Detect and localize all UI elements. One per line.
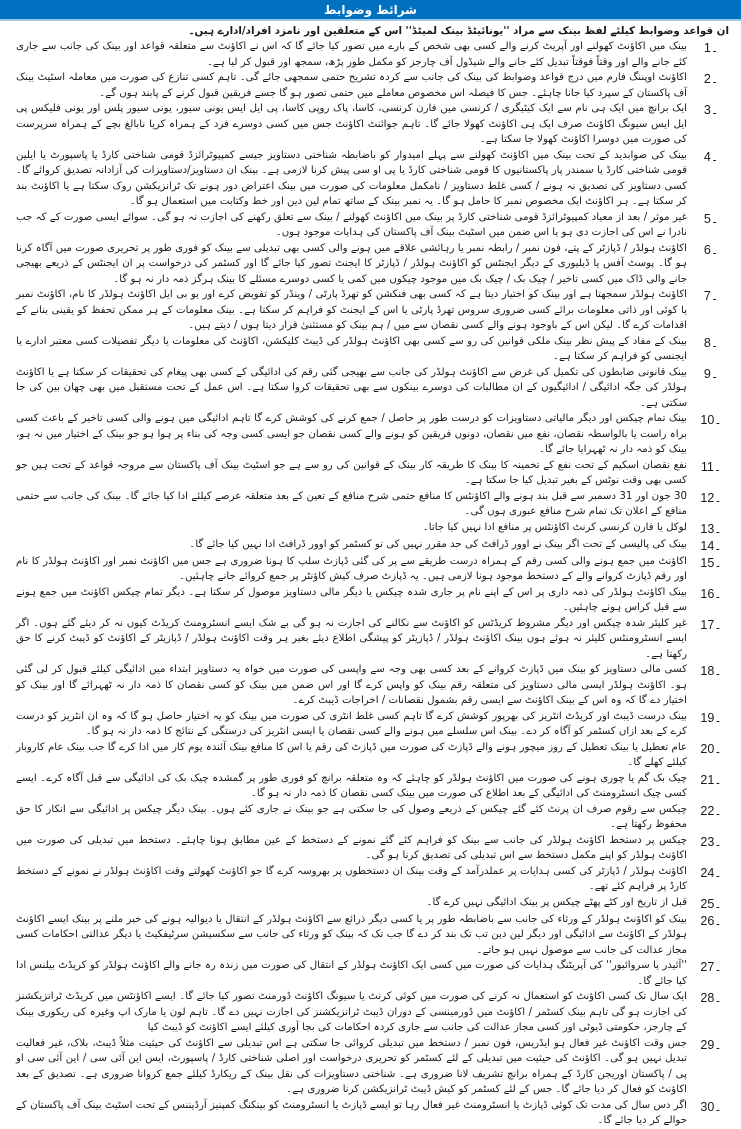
term-number: 26۔ bbox=[700, 913, 722, 928]
page-title: شرائط وضوابط bbox=[324, 2, 417, 17]
term-item bbox=[16, 802, 735, 833]
term-text: ایک سال تک کسی اکاؤنٹ کو استعمال نہ کرنے کی صورت میں کوئی کرنٹ یا سیونگ اکاؤنٹ ڈورمنٹ تصور کیا جائے گا۔ ایسے اکاؤنٹس میں کریڈٹ ٹرانزیکشنز کی اجازت ہو گی تاہم بینک کسٹمر / اکاؤنٹ میں ڈورمینسی کے دوران ڈیبٹ ٹرانزیکشنز کی اجازت نہیں دے گا۔ تاہم لون یا مارک اپ وغیرہ کی ریکوری بینک کے چارجز، حکومتی ڈیوٹی اور کسی مجاز عدالت کی جانب سے جاری کردہ احکامات کی بجا آوری کیلئے ایسے اکاؤنٹ کو ڈیبٹ کیا bbox=[16, 991, 687, 1034]
term-item bbox=[16, 895, 735, 912]
term-text: بینک کے مفاد کے پیش نظر بینک ملکی قوانین کی رو سے کسی بھی اکاؤنٹ ہولڈر کی ڈیبٹ کلیکشن، اکاؤنٹ کی معلومات یا دیگر تفصیلات کسی معتبر ادارے یا ایجنسی کو فراہم کر سکتا ہے۔ bbox=[16, 335, 687, 363]
term-number: 10۔ bbox=[700, 413, 722, 428]
term-text: اگر دس سال کی مدت تک کوئی ڈپازٹ یا انسٹرومنٹ غیر فعال رہا تو ایسے ڈپازٹ یا انسٹرومنٹ کو بینکنگ کمپنیز آرڈیننس کے تحت اسٹیٹ بینک آف پاکستان کے حوالے کر دیا جائے گا۔ bbox=[16, 1099, 687, 1127]
term-item bbox=[16, 365, 735, 412]
term-text: بینک میں اکاؤنٹ کھولنے اور آپریٹ کرنے والے کسی بھی شخص کے بارے میں تصور کیا جائے گا کہ اس نے اکاؤنٹ سے متعلقہ قواعد اور بینک کی جانب سے جاری کئے جانے والے اور وقتاً فوقتاً تبدیل کئے جانے والے شیڈول آف چارجز کو مکمل طور پڑھ، سمجھ اور قبول کر لیا ہے۔ bbox=[16, 41, 687, 68]
term-text: ''آئیدر یا سروائیور'' کی آپریٹنگ ہدایات کی صورت میں کسی ایک اکاؤنٹ ہولڈر کے انتقال کی صورت میں زندہ رہ جانے والے اکاؤنٹ ہولڈر کو کریڈٹ بیلنس ادا کیا جائے گا۔ bbox=[16, 960, 687, 987]
term-number: 12۔ bbox=[700, 490, 722, 505]
term-item bbox=[16, 662, 735, 709]
term-text: بینک درست ڈیبٹ اور کریڈٹ انٹریز کی بھرپور کوشش کرے گا تاہم کسی غلط انٹری کی صورت میں بینک کو یہ اختیار حاصل ہو گا کہ وہ ان انٹریز کو درست کرے کے بعد ازاں کسٹمر کو آگاہ کر دے۔ بینک اس سلسلے میں ہونے والے کسی نقصان یا ایسی انٹریز کی درستگی کے نتائج کا ذمہ دار نہ ہو گا۔ bbox=[16, 710, 687, 738]
term-text: نفع نقصان اسکیم کے تحت نفع کے تخمینہ کا بینک کا طریقہ کار بینک کے قوانین کی رو سے ہے جو اسٹیٹ بینک آف پاکستان سے مروجہ قواعد کے تحت ہیں جو کسی بھی وقت نوٹس کے بغیر تبدیل کیا جا سکتا ہے۔ bbox=[16, 459, 687, 487]
term-text: چیک بک گم یا چوری ہونے کی صورت میں اکاؤنٹ ہولڈر کو چاہئے کہ وہ متعلقہ برانچ کو فوری طور پر گمشدہ چیک بک کی ادائیگی سے قبل آگاہ کرے۔ ایسے کسی چیک انسٹرومنٹ کی ادائیگی کے بعد اطلاع کی صورت میں بینک کسی نقصان کا ذمہ دار نہ ہو گا۔ bbox=[16, 772, 687, 800]
term-text: بینک کی پالیسی کے تحت اگر بینک نے اوور ڈرافٹ کی حد مقرر نہیں کی تو کسٹمر کو اوور ڈرافٹ ادا نہیں کیا جائے گا۔ bbox=[189, 538, 687, 550]
term-item bbox=[16, 210, 735, 241]
term-number: 21۔ bbox=[700, 772, 722, 787]
term-item bbox=[16, 740, 735, 771]
term-number: 9۔ bbox=[703, 366, 719, 381]
term-text: بینک قانونی ضابطوں کی تکمیل کی غرض سے اکاؤنٹ ہولڈر کی جانب سے بھیجی گئی رقم کی ادائیگی کے کسی بھی پیغام کی تحقیقات کر سکتا ہے یا اکاؤنٹ ہولڈر کی جگہ ادائیگی / ادائیگیوں کے ان مطالبات کی دوسرے بینکوں سے بھی تحقیقات کروا سکتا ہے۔ اس عمل کے تحت مستقبل میں بھی چھان بین کی جا سکتی ہے۔ bbox=[16, 366, 687, 409]
term-item bbox=[16, 101, 735, 148]
term-number: 28۔ bbox=[700, 991, 722, 1006]
term-item bbox=[16, 709, 735, 740]
term-text: بینک اکاؤنٹ ہولڈر کی ذمہ داری پر اس کے اپنے نام پر جاری شدہ چیکس یا دیگر مالی دستاویز موصول کر سکتا ہے۔ دیگر تمام چیکس اکاؤنٹ میں جمع ہونے سے قبل کراس ہونے چاہئیں۔ bbox=[16, 586, 687, 614]
term-text: کسی مالی دستاویز کو بینک میں ڈپازٹ کروانے کے بعد کسی بھی وجہ سے واپسی کی صورت میں خواہ یہ دستاویز ابتداء میں ادائیگی کیلئے قبول کر لی گئی ہو۔ اکاؤنٹ ہولڈر ایسی مالی دستاویز کی متعلقہ رقم بینک کو واپس کرے گا اور اس ضمن میں بینک کو کسی نقصان کا ذمہ دار نہ ٹھہرائے گا اور بینک کو اختیار دے گا کہ وہ اس کے بینک اکاؤنٹ سے ایسی رقم بشمول نقصانات / اخراجات ڈیبٹ کرے۔ bbox=[16, 664, 687, 707]
terms-header-bar bbox=[0, 0, 741, 21]
term-text: غیر موثر / بعد از معیاد کمپیوٹرائزڈ قومی شناختی کارڈ پر بینک میں اکاؤنٹ کھولنے / بینک سے تعلق رکھنے کی اجازت نہ ہو گی۔ سوائے ایسی صورت کے کہ جب نادرا نے اس کی اجازت دی ہو یا اس ضمن میں اسٹیٹ بینک آف پاکستان کی ہدایات موجود ہوں۔ bbox=[16, 211, 687, 239]
term-item bbox=[16, 833, 735, 864]
term-number: 2۔ bbox=[703, 72, 719, 87]
term-number: 5۔ bbox=[703, 211, 719, 226]
term-item bbox=[16, 554, 735, 585]
term-number: 17۔ bbox=[700, 617, 722, 632]
term-number: 6۔ bbox=[703, 242, 719, 257]
term-item bbox=[16, 616, 735, 663]
term-number: 7۔ bbox=[703, 289, 719, 304]
term-item bbox=[16, 241, 735, 288]
term-item bbox=[16, 70, 735, 101]
term-text: چیکس پر دستخط اکاؤنٹ ہولڈر کی جانب سے بینک کو فراہم کئے گئے نمونے کے دستخط کے عین مطابق ہونا چاہئے۔ دستخط میں تبدیلی کی صورت میں اکاؤنٹ ہولڈر کو اپنے مکمل دستخط سے اس تبدیلی کی تصدیق کرنا ہو گی۔ bbox=[16, 834, 687, 862]
term-item bbox=[16, 1036, 735, 1098]
term-number: 3۔ bbox=[703, 103, 719, 118]
term-item bbox=[16, 1098, 735, 1129]
term-number: 22۔ bbox=[700, 803, 722, 818]
term-text: چیکس سے رقوم صرف ان پرنٹ کئے گئے چیکس کے ذریعے وصول کی جا سکتی ہے جو بینک نے جاری کئے ہوں۔ بینک دیگر چیکس پر ادائیگی سے انکار کا حق محفوظ رکھتا ہے۔ bbox=[16, 803, 687, 831]
term-item bbox=[16, 912, 735, 959]
term-item bbox=[16, 989, 735, 1036]
term-number: 27۔ bbox=[700, 960, 722, 975]
terms-list bbox=[16, 39, 735, 1129]
term-number: 30۔ bbox=[700, 1099, 722, 1114]
term-text: اکاؤنٹ اوپننگ فارم میں درج قواعد وضوابط کی بینک کی جانب سے کردہ تشریح حتمی سمجھی جائے گی۔ تاہم کسی تنازع کی صورت میں معاملہ اسٹیٹ بینک آف پاکستان کے سپرد کیا جانا چاہئے۔ جس کا فیصلہ اس مخصوص معاملے میں حتمی تصور ہو گا جسے فریقین قبول کرنے کے پابند ہوں گے۔ bbox=[16, 72, 687, 99]
term-text: اکاؤنٹ میں جمع ہونے والی کسی رقم کے ہمراہ درست طریقے سے پر کی گئی ڈپازٹ سلپ کا ہونا ضروری ہے جس میں اکاؤنٹ نمبر اور اکاؤنٹ ہولڈر کا نام اور رقم ڈپازٹ کروانے والے کے دستخط موجود ہونا لازمی ہیں۔ یہ ڈپازٹ صرف کیش کاؤنٹر پر جمع کروائے جانے چاہئیں۔ bbox=[16, 555, 687, 583]
term-text: بینک کو اکاؤنٹ ہولڈر کے ورثاء کی جانب سے باضابطہ طور پر یا کسی دیگر ذرائع سے اکاؤنٹ ہولڈر کے انتقال یا دیوالیہ ہونے کی خبر ملنے پر بینک ایسے اکاؤنٹ ہولڈر کے اکاؤنٹ سے ادائیگی اور دیگر لین دین تب تک بند کر دے گا جب تک کہ بینک کو ورثاء کی جانب سے سکسیشن سرٹیفکیٹ یا دیگر عدالتی احکامات کسی مجاز عدالت کی جانب سے موصول نہیں ہو جاتے۔ bbox=[16, 913, 687, 956]
term-item bbox=[16, 148, 735, 210]
term-text: جس وقت اکاؤنٹ غیر فعال ہو ایڈریس، فون نمبر / دستخط میں تبدیلی کروائی جا سکتی ہے اس تبدیلی سے اکاؤنٹ کی حیثیت مثلاً ڈیبٹ، بلاک، غیر فعالیت تبدیل نہیں ہو گی۔ اکاؤنٹ کی حیثیت میں تبدیلی کے لئے کسٹمر کو تحریری درخواست اور اصلی شناختی کارڈ / پاسپورٹ، ایس این آئی سی / این آئی سی او پی / پاکستان اوریجن کارڈ کے ہمراہ برانچ تشریف لانا ضروری ہے۔ شناختی دستاویزات کی نقل بینک کے ریکارڈ کیلئے جمع کروانا ضروری ہے۔ تصدیق کے بعد اکاؤنٹ کو فعال کر دیا جائے گا۔ جس کے لئے کسٹمر کو کیش ڈیبٹ ٹرانزیکشن کرنا ضروری ہے۔ bbox=[16, 1037, 687, 1096]
term-number: 13۔ bbox=[700, 521, 722, 536]
term-number: 14۔ bbox=[700, 538, 722, 553]
term-text: ایک برانچ میں ایک ہی نام سے ایک کیٹیگری / کرنسی میں فارن کرنسی، کاسا، پاک روپی کاسا، پی ایل ایس یونی سیور، یونی سیور پلس اور یونی فلیکس پی ایل ایس سیونگ اکاؤنٹ صرف ایک ہی اکاؤنٹ کھولا جائے گا۔ تاہم جوائنٹ اکاؤنٹ جس میں کسی دوسرے فرد کے ہمراہ کریا نابالغ بچے کے ہمراہ سرپرست کی صورت میں دوسرا اکاؤنٹ کھولا جا سکتا ہے۔ bbox=[16, 103, 687, 146]
term-text: اکاؤنٹ ہولڈر / ڈپازٹر کے پتے، فون نمبر / رابطہ نمبر یا رہائشی علاقے میں ہونے والی کسی بھی تبدیلی سے بینک کو فوری طور پر تحریری صورت میں آگاہ کرنا ہو گا۔ پوسٹ آفس یا ڈیلیوری کے دیگر ایجنٹس کو اکاؤنٹ ہولڈر / ڈپازٹر کا ایجنٹ تصور کیا جائے گا اور کسٹمر کی درخواست پر ان ایجنٹس کے ذریعے بھیجی جانے والی ڈاک میں کسی تاخیر / چیک بک / چیک بک میں موجود چیکوں میں کمی یا کسی دوسرے مسئلے کا بینک ہرگز ذمہ دار نہ ہو گا۔ bbox=[16, 242, 687, 285]
term-text: بینک تمام چیکس اور دیگر مالیاتی دستاویزات کو درست طور پر حاصل / جمع کرنے کی کوشش کرے گا تاہم ادائیگی میں ہونے والی کسی تاخیر کے باعث کسی براہ راست یا بالواسطہ نقصان، نفع میں نقصان، دونوں فریقین کو ہونے والے کسی نقصان جو ایسی کسی وجہ کی بناء پر ہوا ہو جو بینک کے اختیار میں نہ ہو، بینک کو ذمہ دار نہ ٹھہرایا جائے گا۔ bbox=[16, 413, 687, 456]
term-text: اکاؤنٹ ہولڈر سمجھتا ہے اور بینک کو اختیار دیتا ہے کہ کسی بھی فنکشن کو تھرڈ پارٹی / وینڈر کو تفویض کرے اور یو بی ایل اکاؤنٹ ہولڈر کا نام، اکاؤنٹ نمبر یا کوئی اور ذاتی معلومات برائے کسی ضروری سروس تھرڈ پارٹی یا اس کے ایجنٹ کو فراہم کر سکتا ہے۔ بینک معلومات کے ہر ممکن تحفظ کو یقینی بنانے کے اقدامات کرے گا۔ لیکن اس کے باوجود ہونے والے کسی نقصان سے میں / ہم بینک کو مستثنیٰ قرار دیتا ہوں / دیتے ہیں۔ bbox=[16, 289, 687, 332]
term-number: 15۔ bbox=[700, 555, 722, 570]
term-text: 30 جون اور 31 دسمبر سے قبل بند ہونے والے اکاؤنٹس کا منافع حتمی شرح منافع کے تعین کے بعد متعلقہ عرصے کیلئے ادا کیا جائے گا۔ بینک کی جانب سے حتمی منافع کے اعلان تک تمام شرح منافع عبوری ہوں گی۔ bbox=[16, 490, 687, 518]
term-item bbox=[16, 287, 735, 334]
term-item bbox=[16, 585, 735, 616]
term-number: 23۔ bbox=[700, 834, 722, 849]
term-number: 8۔ bbox=[703, 335, 719, 350]
term-text: عام تعطیل یا بینک تعطیل کے روز میچور ہونے والے ڈپازٹ کی صورت میں ڈپازٹ کی رقم یا اس کا منافع بینک آئندہ یوم کار میں ادا کرے گا جب بینک عام کاروبار کیلئے کھلے گا۔ bbox=[16, 741, 687, 769]
term-item bbox=[16, 771, 735, 802]
term-item bbox=[16, 537, 735, 554]
term-item bbox=[16, 411, 735, 458]
term-text: بینک کی صوابدید کے تحت بینک میں اکاؤنٹ کھولنے سے پہلے امیدوار کو باضابطہ شناختی دستاویز جیسے کمپیوٹرائزڈ قومی شناختی کارڈ یا پاسپورٹ یا ایلین قومی شناختی کارڈ یا سمندر پار پاکستانیوں کا قومی شناختی کارڈ یا پی او سی پیش کرنا لازمی ہے۔ بینک ان دستاویز/دستاویزات کی آزادانہ تصدیق کروائے گا۔ کسی دستاویز کی تصدیق نہ ہونے / کسی غلط دستاویز / نامکمل معلومات کی صورت میں بینک اعتراض دور ہونے تک ٹرانزیکشن روک سکتا ہے یا اکاؤنٹ بند کر سکتا ہے۔ ہر اکاؤنٹ ایک مخصوص نمبر کا حامل ہو گا۔ یہ نمبر بینک کے ساتھ تمام لین دین اور خط وکتابت میں استعمال ہو گا۔ bbox=[16, 149, 687, 208]
term-number: 16۔ bbox=[700, 586, 722, 601]
term-number: 19۔ bbox=[700, 710, 722, 725]
term-item bbox=[16, 458, 735, 489]
intro-paragraph: ان قواعد وضوابط کیلئے لفظ بینک سے مراد ''یونائیٹڈ بینک لمیٹڈ'' اس کے متعلقین اور نامزد افراد/ادارے ہیں۔ bbox=[188, 25, 729, 37]
term-number: 25۔ bbox=[700, 896, 722, 911]
term-text: لوکل یا فارن کرنسی کرنٹ اکاؤنٹس پر منافع ادا نہیں کیا جاتا۔ bbox=[422, 521, 687, 533]
term-number: 11۔ bbox=[700, 459, 722, 474]
term-item bbox=[16, 489, 735, 520]
term-item bbox=[16, 520, 735, 537]
term-item bbox=[16, 39, 735, 70]
term-number: 1۔ bbox=[703, 41, 719, 56]
term-item bbox=[16, 334, 735, 365]
term-number: 24۔ bbox=[700, 865, 722, 880]
term-number: 20۔ bbox=[700, 741, 722, 756]
term-number: 4۔ bbox=[703, 149, 719, 164]
term-number: 18۔ bbox=[700, 664, 722, 679]
term-number: 29۔ bbox=[700, 1037, 722, 1052]
terms-content bbox=[0, 21, 741, 1129]
term-item bbox=[16, 864, 735, 895]
term-item bbox=[16, 958, 735, 989]
term-text: اکاؤنٹ ہولڈر / ڈپازٹر کی کسی ہدایات پر عملدرآمد کے وقت بینک ان دستخطوں پر بھروسہ کرے گا جو اکاؤنٹ کھولتے وقت اکاؤنٹ ہولڈر نے نمونے کے دستخط کارڈ پر فراہم کئے تھے۔ bbox=[16, 865, 687, 893]
term-text: قبل از تاریخ اور کٹے پھٹے چیکس پر بینک ادائیگی نہیں کرے گا۔ bbox=[426, 896, 687, 908]
term-text: غیر کلیئر شدہ چیکس اور دیگر مشروط کریڈٹس کو اکاؤنٹ سے نکالنے کی اجازت نہ ہو گی بے شک ایسے انسٹرومنٹ کریڈٹ کیوں نہ کر دیئے گئے ہوں۔ اگر ایسے انسٹرومنٹس کلیئر نہ ہوئے ہوں بینک اکاؤنٹ ہولڈر / ڈپازیٹر کو پیشگی اطلاع دیئے بغیر ہر وقت اکاؤنٹ ہولڈر / ڈپازیٹر کے اکاؤنٹ کو ڈیبٹ کرنے کا حق رکھتا ہے۔ bbox=[16, 617, 687, 660]
